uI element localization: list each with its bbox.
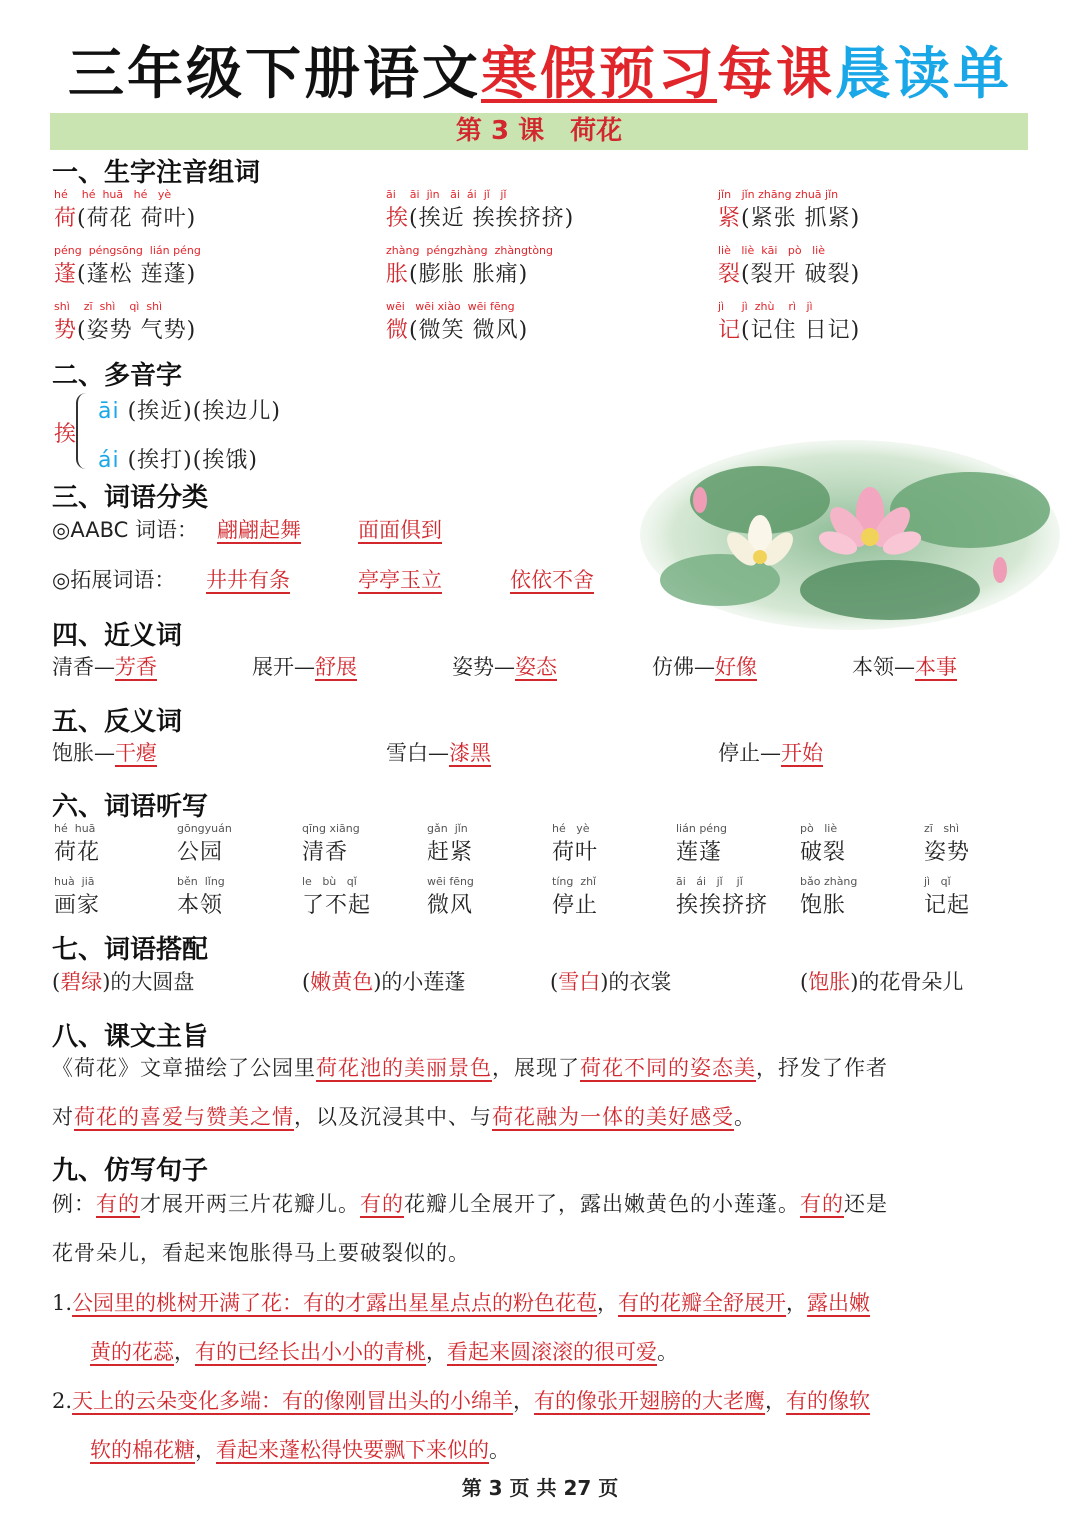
dictation-item — [54, 822, 100, 866]
synonym-word: 本领— — [852, 655, 915, 679]
pinyin: ái — [98, 448, 120, 473]
dictation-item — [800, 875, 857, 919]
pinyin: hé hé huā hé yè — [54, 188, 172, 201]
dictation-word: 莲蓬 — [676, 840, 723, 865]
collocation-text: )的衣裳 — [600, 970, 672, 994]
char: 紧 — [718, 206, 742, 231]
char-words: (姿势 气势) — [77, 318, 197, 343]
synonym-word: 姿势— — [452, 655, 515, 679]
pinyin: jǐn jǐn zhāng zhuā jǐn — [718, 188, 839, 201]
dictation-word: 荷叶 — [552, 840, 599, 865]
theme-line-2 — [52, 1101, 756, 1131]
classify-label: ◎拓展词语： — [52, 568, 176, 592]
imitation-text: 看起来圆滚滚的很可爱 — [447, 1340, 657, 1364]
punct: ， — [195, 1438, 216, 1462]
classify-label: ◎AABC 词语： — [52, 518, 199, 542]
dictation-word: 停止 — [552, 893, 599, 918]
synonym-pair — [852, 651, 957, 681]
char-item — [54, 300, 196, 344]
synonym-word: 仿佛— — [652, 655, 715, 679]
imitation-text: 有的已经长出小小的青桃 — [195, 1340, 426, 1364]
example-keyword: 有的 — [800, 1192, 844, 1216]
example-text: 花瓣儿全展开了，露出嫩黄色的小莲蓬。 — [404, 1192, 800, 1216]
polyphone-reading-2 — [98, 443, 258, 474]
dictation-word: 姿势 — [924, 840, 971, 865]
dictation-item — [177, 822, 232, 866]
synonym-pair — [652, 651, 757, 681]
char-words: (膨胀 胀痛) — [409, 262, 529, 287]
title-part-blue: 晨读单 — [835, 42, 1012, 107]
theme-text: 。 — [734, 1105, 756, 1129]
theme-text: ，以及沉浸其中、与 — [294, 1105, 492, 1129]
polyphone-words: (挨近)(挨边儿) — [119, 399, 281, 424]
char-item — [386, 188, 574, 232]
char-words: (紧张 抓紧) — [741, 206, 861, 231]
pinyin: gōngyuán — [177, 822, 232, 835]
theme-text: 对 — [52, 1105, 74, 1129]
section-heading-5: 五、反义词 — [52, 707, 183, 737]
example-text: 还是 — [844, 1192, 888, 1216]
char: 荷 — [54, 206, 78, 231]
classify-word: 依依不舍 — [510, 568, 594, 592]
classify-word: 翩翩起舞 — [217, 518, 301, 542]
punct: ， — [597, 1291, 619, 1315]
dictation-word: 赶紧 — [427, 840, 474, 865]
antonym-word: 饱胀— — [52, 741, 115, 765]
pinyin: wēi wēi xiào wēi fēng — [386, 300, 515, 313]
section-heading-4: 四、近义词 — [52, 621, 183, 651]
imitation-1-line-2 — [90, 1336, 678, 1366]
title-part-red: 寒假预习 — [481, 42, 717, 107]
section-heading-2: 二、多音字 — [52, 361, 183, 391]
collocation-answer: 碧绿 — [60, 970, 103, 994]
char: 势 — [54, 318, 78, 343]
punct: ， — [513, 1389, 535, 1413]
polyphone-char: 挨 — [54, 422, 78, 447]
classify-word: 亭亭玉立 — [358, 568, 442, 592]
theme-text: ，抒发了作者 — [756, 1056, 888, 1080]
example-label: 例： — [52, 1192, 96, 1216]
dictation-item — [552, 822, 598, 866]
antonym-word: 雪白— — [386, 741, 449, 765]
pinyin: qīng xiāng — [302, 822, 360, 835]
collocation-text: )的小莲蓬 — [373, 970, 466, 994]
section-heading-7: 七、词语搭配 — [52, 935, 209, 965]
punct: 。 — [657, 1340, 678, 1364]
punct: ， — [426, 1340, 447, 1364]
imitation-2-line-1 — [52, 1385, 870, 1415]
item-number: 2. — [52, 1389, 73, 1413]
collocation-item: (雪白)的衣裳 — [550, 970, 672, 994]
char-item — [54, 188, 196, 232]
theme-line-1 — [52, 1052, 888, 1082]
section-heading-6: 六、词语听写 — [52, 792, 209, 822]
imitation-1-line-1 — [52, 1287, 870, 1317]
example-line-1 — [52, 1188, 888, 1218]
synonym-answer: 舒展 — [315, 655, 357, 679]
char-item — [718, 188, 860, 232]
theme-answer: 荷花池的美丽景色 — [316, 1056, 492, 1080]
lotus-illustration — [640, 440, 1060, 630]
char-words: (蓬松 莲蓬) — [77, 262, 197, 287]
polyphone-words: (挨打)(挨饿) — [119, 448, 258, 473]
imitation-text: 露出嫩 — [807, 1291, 871, 1315]
char: 记 — [718, 318, 742, 343]
dictation-word: 本领 — [177, 893, 224, 918]
pinyin: tíng zhǐ — [552, 875, 597, 888]
char: 蓬 — [54, 262, 78, 287]
collocation-item: (嫩黄色)的小莲蓬 — [302, 970, 466, 994]
classify-word: 面面俱到 — [358, 518, 442, 542]
pinyin: gǎn jǐn — [427, 822, 468, 835]
example-text: 才展开两三片花瓣儿。 — [140, 1192, 360, 1216]
collocation-text: )的大圆盘 — [102, 970, 195, 994]
lesson-banner: 第 3 课 荷花 — [50, 113, 1028, 150]
collocation-text: )的花骨朵儿 — [850, 970, 964, 994]
imitation-text: 天上的云朵变化多端：有的像刚冒出头的小绵羊 — [72, 1389, 514, 1413]
brace-shape — [76, 393, 92, 469]
example-line-2: 花骨朵儿，看起来饱胀得马上要破裂似的。 — [52, 1241, 470, 1265]
pinyin: zhàng péngzhàng zhàngtòng — [386, 244, 554, 257]
char-item — [386, 300, 528, 344]
imitation-text: 有的像软 — [786, 1389, 871, 1413]
classify-word: 井井有条 — [206, 568, 290, 592]
pinyin: péng péngsōng lián péng — [54, 244, 201, 257]
example-keyword: 有的 — [360, 1192, 404, 1216]
collocation-item: (饱胀)的花骨朵儿 — [800, 970, 964, 994]
dictation-item — [177, 875, 225, 919]
pinyin: hé huā — [54, 822, 96, 835]
item-number: 1. — [52, 1291, 73, 1315]
pinyin: liè liè kāi pò liè — [718, 244, 825, 257]
synonym-word: 清香— — [52, 655, 115, 679]
synonym-answer: 芳香 — [115, 655, 157, 679]
pinyin: jì jì zhù rì jì — [718, 300, 813, 313]
synonym-word: 展开— — [252, 655, 315, 679]
theme-answer: 荷花的喜爱与赞美之情 — [74, 1105, 294, 1129]
char-words: (裂开 破裂) — [741, 262, 861, 287]
dictation-word: 记起 — [924, 893, 971, 918]
dictation-item — [427, 875, 474, 919]
title-part-black: 三年级下册语文 — [68, 42, 481, 107]
pinyin: jì qǐ — [924, 875, 951, 888]
pinyin: wēi fēng — [427, 875, 474, 888]
char-words: (荷花 荷叶) — [77, 206, 197, 231]
section-heading-1: 一、生字注音组词 — [52, 158, 261, 188]
dictation-item — [676, 875, 768, 919]
pinyin: bǎo zhàng — [800, 875, 858, 888]
dictation-item — [552, 875, 598, 919]
imitation-text: 看起来蓬松得快要飘下来似的 — [216, 1438, 489, 1462]
pinyin: le bù qǐ — [302, 875, 357, 888]
char: 微 — [386, 318, 410, 343]
char: 裂 — [718, 262, 742, 287]
dictation-item — [302, 822, 360, 866]
imitation-text: 黄的花蕊 — [90, 1340, 174, 1364]
collocation-answer: 饱胀 — [808, 970, 851, 994]
synonym-pair — [252, 651, 357, 681]
char-words: (微笑 微风) — [409, 318, 529, 343]
antonym-answer: 干瘪 — [115, 741, 157, 765]
dictation-item — [676, 822, 727, 866]
char-words: (记住 日记) — [741, 318, 861, 343]
theme-answer: 荷花融为一体的美好感受 — [492, 1105, 734, 1129]
theme-answer: 荷花不同的姿态美 — [580, 1056, 756, 1080]
pinyin: āi — [98, 399, 120, 424]
pinyin: hé yè — [552, 822, 590, 835]
collocation-answer: 嫩黄色 — [310, 970, 374, 994]
synonym-answer: 好像 — [715, 655, 757, 679]
dictation-word: 破裂 — [800, 840, 847, 865]
punct: ， — [174, 1340, 195, 1364]
punct: ， — [765, 1389, 787, 1413]
section-heading-8: 八、课文主旨 — [52, 1022, 209, 1052]
classify-ext-row — [52, 564, 175, 594]
pinyin: āi āi jìn āi ái jǐ jǐ — [386, 188, 507, 201]
antonym-word: 停止— — [718, 741, 781, 765]
classify-aabc-row — [52, 514, 198, 544]
dictation-item — [924, 822, 970, 866]
punct: 。 — [489, 1438, 510, 1462]
imitation-text: 公园里的桃树开满了花：有的才露出星星点点的粉色花苞 — [72, 1291, 598, 1315]
antonym-pair — [52, 737, 157, 767]
theme-text: 《荷花》文章描绘了公园里 — [52, 1056, 316, 1080]
page-footer: 第 3 页 共 27 页 — [461, 1476, 619, 1500]
theme-text: ，展现了 — [492, 1056, 580, 1080]
synonym-answer: 本事 — [915, 655, 957, 679]
antonym-pair — [718, 737, 823, 767]
pinyin: zī shì — [924, 822, 960, 835]
synonym-answer: 姿态 — [515, 655, 557, 679]
pinyin: huà jiā — [54, 875, 95, 888]
char-item — [54, 244, 201, 288]
dictation-word: 荷花 — [54, 840, 101, 865]
antonym-pair — [386, 737, 491, 767]
dictation-item — [800, 822, 846, 866]
imitation-text: 有的像张开翅膀的大老鹰 — [534, 1389, 766, 1413]
page-title — [0, 30, 1080, 110]
imitation-text: 软的棉花糖 — [90, 1438, 195, 1462]
synonym-pair — [452, 651, 557, 681]
title-part-red2: 每课 — [717, 42, 835, 107]
dictation-word: 公园 — [177, 840, 224, 865]
pinyin: běn lǐng — [177, 875, 225, 888]
char-item — [718, 300, 860, 344]
char: 挨 — [386, 206, 410, 231]
char-item — [718, 244, 860, 288]
antonym-answer: 开始 — [781, 741, 823, 765]
char-item — [386, 244, 553, 288]
pinyin: shì zī shì qì shì — [54, 300, 163, 313]
dictation-item — [302, 875, 371, 919]
dictation-word: 清香 — [302, 840, 349, 865]
pinyin: lián péng — [676, 822, 728, 835]
char: 胀 — [386, 262, 410, 287]
antonym-answer: 漆黑 — [449, 741, 491, 765]
char-words: (挨近 挨挨挤挤) — [409, 206, 575, 231]
section-heading-9: 九、仿写句子 — [52, 1156, 209, 1186]
dictation-word: 饱胀 — [800, 893, 847, 918]
polyphone-reading-1 — [98, 394, 281, 425]
dictation-word: 挨挨挤挤 — [676, 893, 769, 918]
dictation-word: 了不起 — [302, 893, 372, 918]
dictation-item — [54, 875, 100, 919]
dictation-word: 微风 — [427, 893, 474, 918]
section-heading-3: 三、词语分类 — [52, 483, 209, 513]
example-keyword: 有的 — [96, 1192, 140, 1216]
punct: ， — [786, 1291, 808, 1315]
synonym-pair — [52, 651, 157, 681]
dictation-item — [924, 875, 970, 919]
pinyin: pò liè — [800, 822, 838, 835]
collocation-answer: 雪白 — [558, 970, 601, 994]
pinyin: āi ái jǐ jǐ — [676, 875, 743, 888]
dictation-word: 画家 — [54, 893, 101, 918]
imitation-2-line-2 — [90, 1434, 510, 1464]
imitation-text: 有的花瓣全舒展开 — [618, 1291, 787, 1315]
dictation-item — [427, 822, 473, 866]
collocation-item: (碧绿)的大圆盘 — [52, 970, 195, 994]
